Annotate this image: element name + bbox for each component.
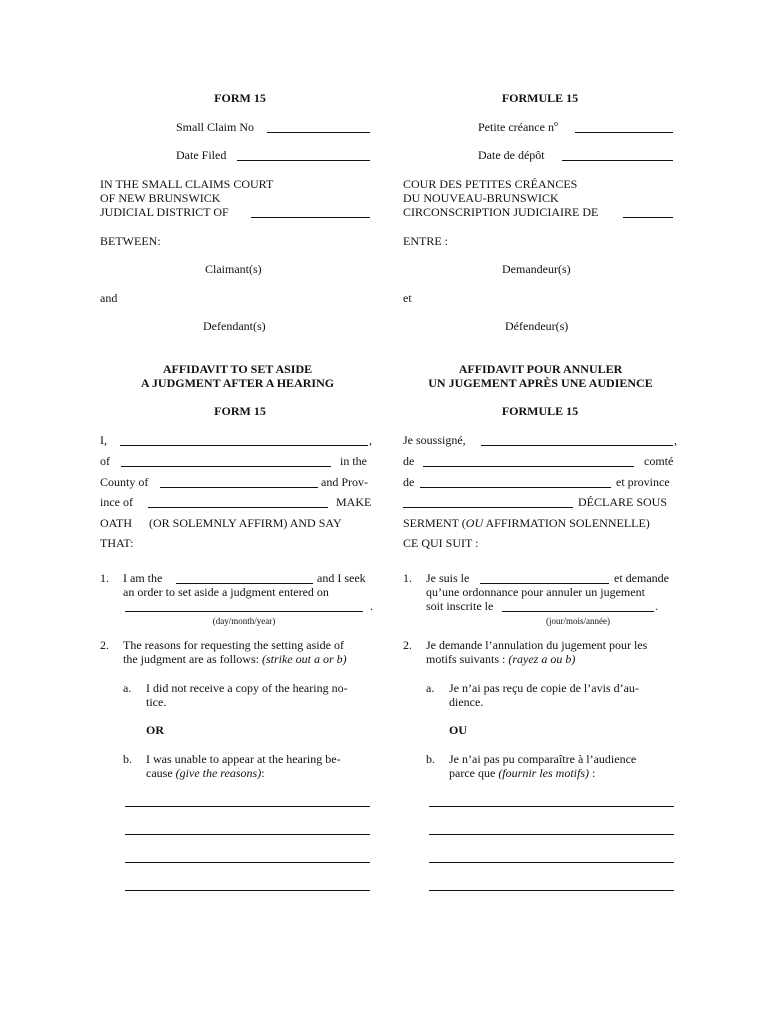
form-title-2-fr: FORMULE 15 <box>501 404 579 418</box>
form-title-en: FORM 15 <box>214 91 266 105</box>
reason-line-2-en[interactable] <box>125 834 370 835</box>
heading-line1-fr: AFFIDAVIT POUR ANNULER <box>458 362 623 376</box>
claimant-label-en: Claimant(s) <box>205 262 262 276</box>
and-en: and <box>100 291 118 305</box>
option-b-label-fr: b. <box>426 752 435 766</box>
court-line3-fr: CIRCONSCRIPTION JUDICIAIRE DE <box>403 205 599 219</box>
of-label-en: of <box>100 454 110 468</box>
p1-demande-fr: et demande <box>614 571 669 585</box>
small-claim-no-label-fr: Petite créance $n^o$ <box>478 119 558 134</box>
name-field-en[interactable] <box>120 445 368 446</box>
i-label-en: I, <box>100 433 107 447</box>
comma-en: , <box>369 433 372 447</box>
reason-line-1-en[interactable] <box>125 806 370 807</box>
heading-line2-en: A JUDGMENT AFTER A HEARING <box>140 376 335 390</box>
province-field-fr[interactable] <box>403 507 573 508</box>
option-a-label-fr: a. <box>426 681 435 695</box>
p1-role-field-fr[interactable] <box>480 583 609 584</box>
reason-line-2-fr[interactable] <box>429 834 674 835</box>
claimant-label-fr: Demandeur(s) <box>502 262 571 276</box>
court-line1-en: IN THE SMALL CLAIMS COURT <box>100 177 274 191</box>
county-field-en[interactable] <box>160 487 318 488</box>
p2-line1-en: The reasons for requesting the setting aside of <box>123 638 344 652</box>
option-a-line1-en: I did not receive a copy of the hearing no- <box>146 681 348 695</box>
comma-fr: , <box>674 433 677 447</box>
name-field-fr[interactable] <box>481 445 673 446</box>
court-line1-fr: COUR DES PETITES CRÉANCES <box>403 177 578 191</box>
form-title-2-en: FORM 15 <box>214 404 266 418</box>
comte-label-fr: comté <box>644 454 674 468</box>
option-a-line1-fr: Je n’ai pas reçu de copie de l’avis d’au- <box>449 681 639 695</box>
p1-date-field-en[interactable] <box>125 611 363 612</box>
heading-line1-en: AFFIDAVIT TO SET ASIDE <box>162 362 313 376</box>
court-line2-en: OF NEW BRUNSWICK <box>100 191 221 205</box>
p2-line2-fr: motifs suivants : (rayez a ou b) <box>426 652 576 666</box>
small-claim-no-field-en[interactable] <box>267 132 370 133</box>
of-label-fr: de <box>403 454 415 468</box>
date-filed-field-fr[interactable] <box>562 160 673 161</box>
small-claim-no-label-en: Small Claim No <box>176 120 254 134</box>
p1-ordonnance-fr: qu’une ordonnance pour annuler un jugement <box>426 585 645 599</box>
p1-date-field-fr[interactable] <box>502 611 654 612</box>
p2-line2-en: the judgment are as follows: (strike out a or b) <box>123 652 347 666</box>
declare-label-fr: DÉCLARE SOUS <box>578 495 668 509</box>
p2-number-en: 2. <box>100 638 109 652</box>
date-filed-label-fr: Date de dépôt <box>478 148 545 162</box>
make-label-en: MAKE <box>336 495 372 509</box>
p1-date-hint-fr: (jour/mois/année) <box>546 616 610 626</box>
option-a-line2-en: tice. <box>146 695 167 709</box>
option-b-label-en: b. <box>123 752 132 766</box>
of-field-fr[interactable] <box>423 466 634 467</box>
date-filed-field-en[interactable] <box>237 160 370 161</box>
affirm-label-en: (OR SOLEMNLY AFFIRM) AND SAY <box>149 516 342 530</box>
in-the-label-en: in the <box>340 454 367 468</box>
judicial-district-field-en[interactable] <box>251 217 370 218</box>
form-title-fr: FORMULE 15 <box>501 91 579 105</box>
or-label-en: OR <box>146 723 164 737</box>
p1-seek-en: and I seek <box>317 571 366 585</box>
p1-i-am-en: I am the <box>123 571 163 585</box>
county-field-fr[interactable] <box>420 487 611 488</box>
and-fr: et <box>403 291 412 305</box>
date-filed-label-en: Date Filed <box>176 148 227 162</box>
p1-number-en: 1. <box>100 571 109 585</box>
p1-number-fr: 1. <box>403 571 412 585</box>
et-province-label-fr: et province <box>616 475 670 489</box>
p1-date-hint-en: (day/month/year) <box>212 616 276 626</box>
p1-role-field-en[interactable] <box>176 583 313 584</box>
p1-order-text-en: an order to set aside a judgment entered on <box>123 585 329 599</box>
defendant-label-en: Defendant(s) <box>203 319 266 333</box>
p1-je-suis-fr: Je suis le <box>426 571 470 585</box>
reason-line-4-fr[interactable] <box>429 890 674 891</box>
p1-period-en: . <box>370 599 373 613</box>
p2-line1-fr: Je demande l’annulation du jugement pour les <box>426 638 648 652</box>
or-label-fr: OU <box>449 723 467 737</box>
reason-line-4-en[interactable] <box>125 890 370 891</box>
oath-label-en: OATH <box>100 516 132 530</box>
option-b-line1-en: I was unable to appear at the hearing be- <box>146 752 341 766</box>
court-line3-en: JUDICIAL DISTRICT OF <box>100 205 229 219</box>
defendant-label-fr: Défendeur(s) <box>505 319 569 333</box>
between-en: BETWEEN: <box>100 234 161 248</box>
option-a-label-en: a. <box>123 681 132 695</box>
option-b-line1-fr: Je n’ai pas pu comparaître à l’audience <box>449 752 637 766</box>
reason-line-1-fr[interactable] <box>429 806 674 807</box>
judicial-district-field-fr[interactable] <box>623 217 673 218</box>
and-prov-label-en: and Prov- <box>321 475 368 489</box>
option-b-line2-fr: parce que (fournir les motifs) : <box>449 766 596 780</box>
that-label-en: THAT: <box>100 536 134 550</box>
option-b-line2-en: cause (give the reasons): <box>146 766 265 780</box>
p2-number-fr: 2. <box>403 638 412 652</box>
de-label-fr: de <box>403 475 415 489</box>
ince-of-label-en: ince of <box>100 495 133 509</box>
between-fr: ENTRE : <box>403 234 448 248</box>
small-claim-no-field-fr[interactable] <box>575 132 673 133</box>
serment-label-fr: SERMENT (OU AFFIRMATION SOLENNELLE) <box>403 516 650 530</box>
court-line2-fr: DU NOUVEAU-BRUNSWICK <box>403 191 559 205</box>
province-field-en[interactable] <box>148 507 328 508</box>
of-field-en[interactable] <box>121 466 331 467</box>
option-a-line2-fr: dience. <box>449 695 484 709</box>
ce-qui-suit-fr: CE QUI SUIT : <box>403 536 479 550</box>
heading-line2-fr: UN JUGEMENT APRÈS UNE AUDIENCE <box>428 376 653 390</box>
p1-period-fr: . <box>655 599 658 613</box>
county-label-en: County of <box>100 475 149 489</box>
reason-line-3-en[interactable] <box>125 862 370 863</box>
i-label-fr: Je soussigné, <box>403 433 466 447</box>
p1-inscrite-fr: soit inscrite le <box>426 599 494 613</box>
reason-line-3-fr[interactable] <box>429 862 674 863</box>
